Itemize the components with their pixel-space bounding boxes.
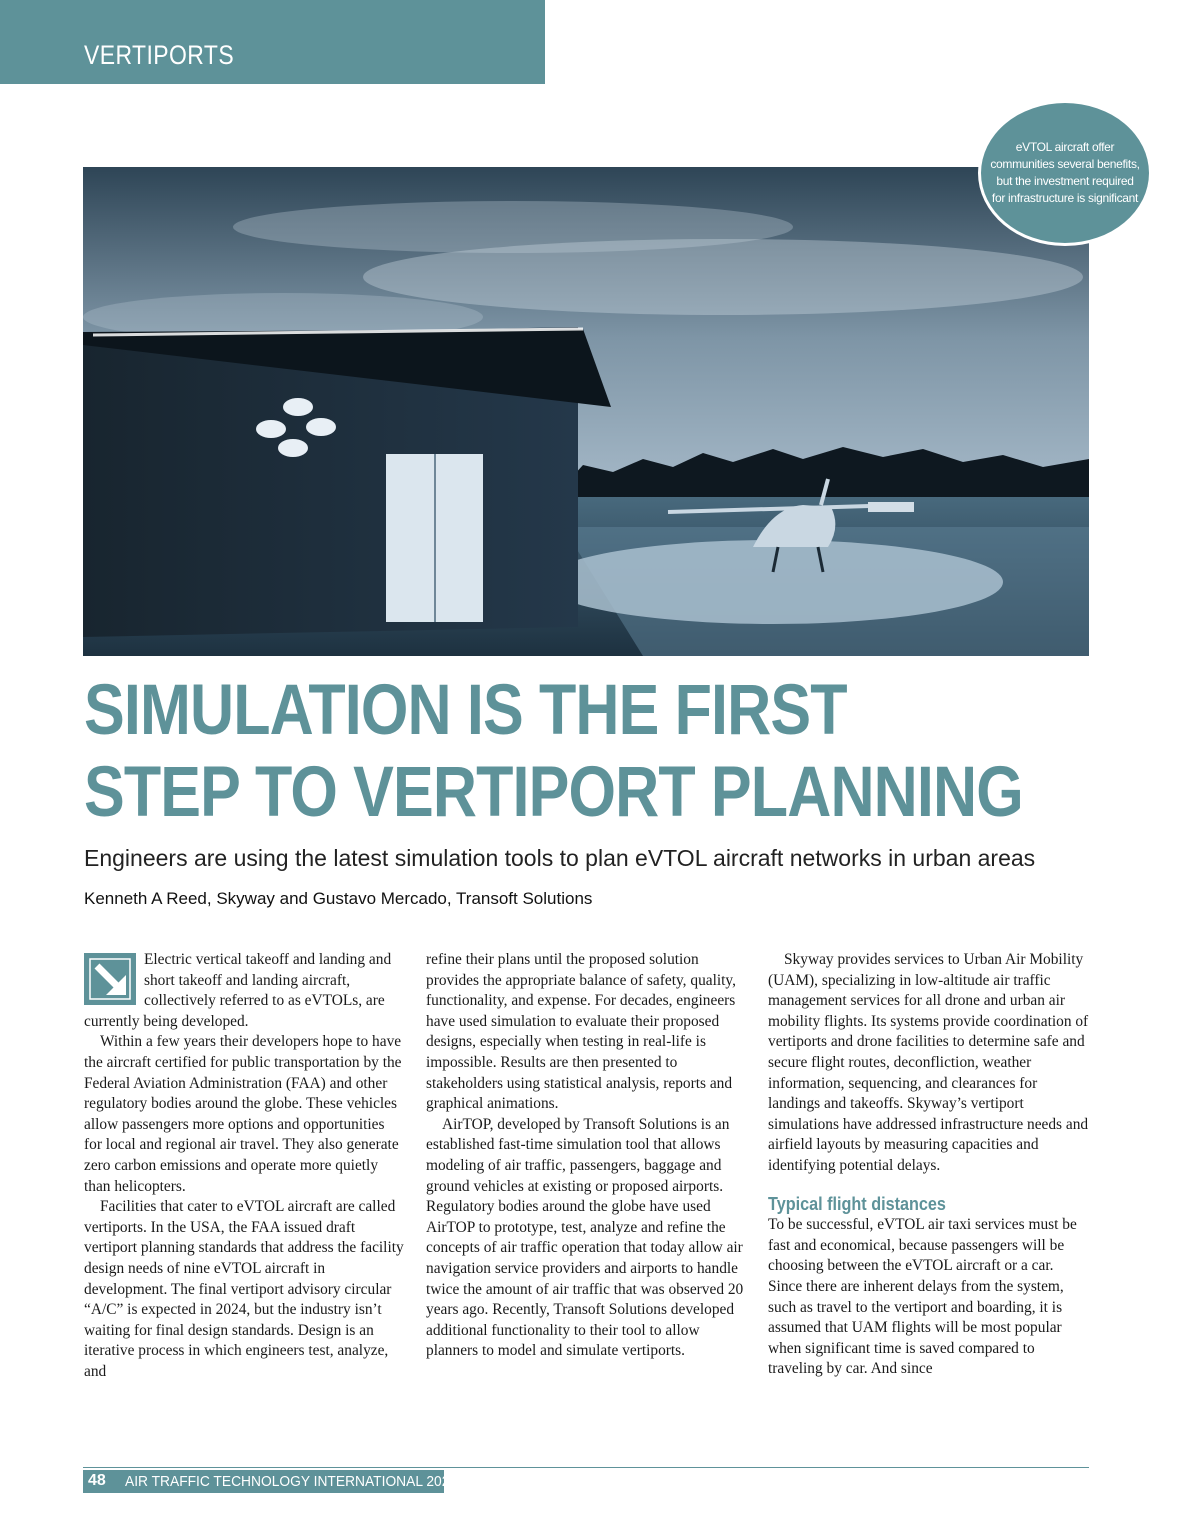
column-2 [426, 950, 748, 1362]
arrow-icon [84, 953, 136, 1005]
section-tab [0, 0, 545, 84]
headline-line-1: SIMULATION IS THE FIRST [84, 671, 847, 750]
footer-rule [83, 1467, 1089, 1468]
paragraph: Facilities that cater to eVTOL aircraft are called vertiports. In the USA, the FAA issued draft vertiport planning standards that address the facility design needs of nine eVTOL aircraft in development. The final vertiport advisory circular “A/C” is expected in 2024, but the industry isn’t waiting for final design standards. Design is an iterative process in which engineers test, analyze, and [84, 1198, 404, 1380]
paragraph: refine their plans until the proposed solution provides the appropriate balance of safety, quality, functionality, and expense. For decades, engineers have used simulation to evaluate their proposed designs, especially when testing in real-life is impossible. Results are then presented to stakeholders using statistical analysis, reports and graphical animations. [426, 951, 736, 1113]
image-caption: eVTOL aircraft offer communities several benefits, but the investment required for infrastructure is significant [990, 140, 1140, 205]
paragraph: Within a few years their developers hope to have the aircraft certified for public transportation by the Federal Aviation Administration (FAA) and other regulatory bodies around the globe. These vehicles allow passengers more options and opportunities for local and regional air travel. They also generate zero carbon emissions and operate more quietly than helicopters. [84, 1033, 402, 1195]
paragraph: Skyway provides services to Urban Air Mobility (UAM), specializing in low-altitude air traffic management services for all drone and urban air mobility flights. Its systems provide coordination of vertiports and drone facilities to determine safe and secure flight routes, deconfliction, weather information, sequencing, and clearances for landings and takeoffs. Skyway’s vertiport simulations have addressed infrastructure needs and airfield layouts by measuring capacities and identifying potential delays. [768, 951, 1089, 1174]
paragraph: AirTOP, developed by Transoft Solutions is an established fast-time simulation tool that allows modeling of air traffic, passengers, baggage and ground vehicles at existing or proposed airports. Regulatory bodies around the globe have used AirTOP to prototype, test, analyze and refine the concepts of air traffic operation that today allow air navigation service providers and airports to handle twice the amount of air traffic that was observed 20 years ago. Recently, Transoft Solutions developed additional functionality to their tool to allow planners to model and simulate vertiports. [426, 1115, 744, 1360]
subheading: Typical flight distances [768, 1193, 946, 1214]
column-1 [84, 950, 406, 1382]
byline: Kenneth A Reed, Skyway and Gustavo Mercado, Transoft Solutions [84, 889, 593, 908]
section-label: VERTIPORTS [84, 40, 235, 70]
column-3 [768, 950, 1090, 1380]
hero-image [83, 167, 1089, 656]
publication-name: AIR TRAFFIC TECHNOLOGY INTERNATIONAL 2023 [125, 1473, 458, 1490]
headline-line-2: STEP TO VERTIPORT PLANNING [84, 753, 1023, 832]
article-headline [84, 670, 1023, 834]
footer [83, 1470, 458, 1493]
standfirst: Engineers are using the latest simulation tools to plan eVTOL aircraft networks in urban areas [84, 845, 1036, 871]
paragraph: Electric vertical takeoff and landing and short takeoff and landing aircraft, collectively referred to as eVTOLs, are currently being developed. [84, 951, 392, 1030]
image-caption-bubble [978, 100, 1152, 246]
paragraph: To be successful, eVTOL air taxi services must be fast and economical, because passengers will be choosing between the eVTOL aircraft or a car. Since there are inherent delays from the system, such as travel to the vertiport and boarding, it is assumed that UAM flights will be most popular when significant time is saved compared to traveling by car. And since [768, 1216, 1077, 1378]
vertiport-illustration [83, 167, 1089, 656]
page-number: 48 [88, 1472, 106, 1489]
